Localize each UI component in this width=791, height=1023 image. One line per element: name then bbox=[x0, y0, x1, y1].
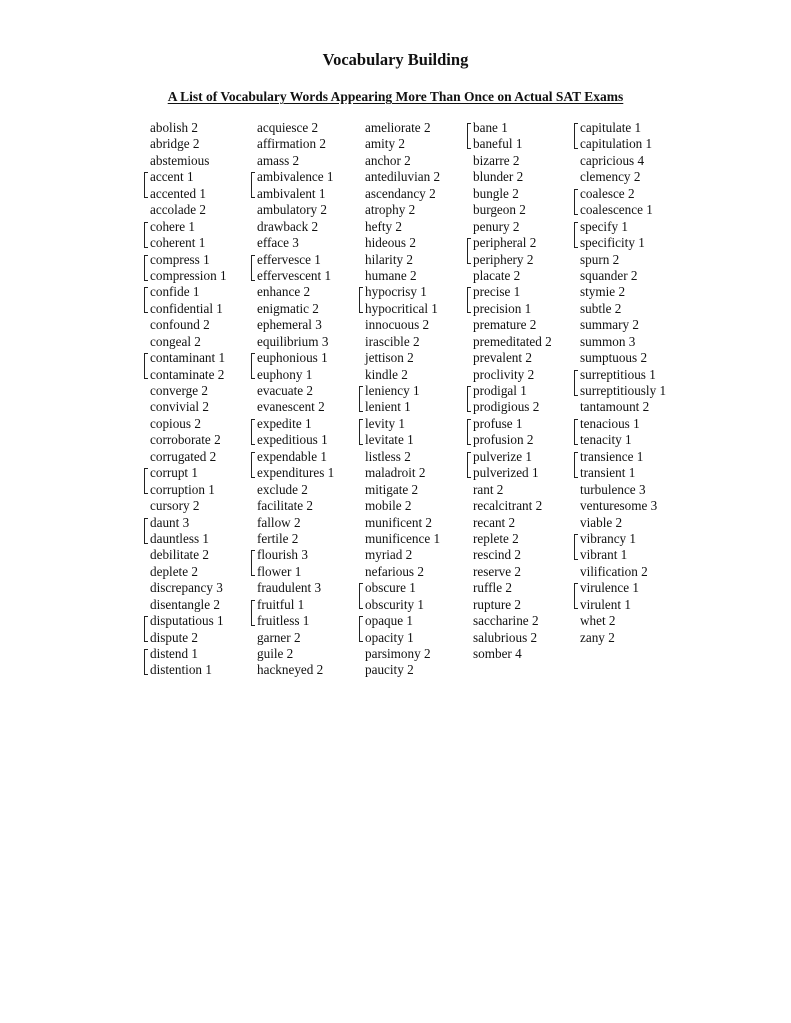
pair-bracket bbox=[574, 419, 578, 445]
vocab-word bbox=[580, 531, 666, 547]
vocab-word: capricious 4 bbox=[580, 152, 645, 168]
pair-bracket bbox=[359, 419, 363, 445]
vocab-word: guile 2 bbox=[257, 646, 294, 661]
pair-bracket bbox=[251, 419, 255, 445]
vocab-word-text: fruitful 1 bbox=[257, 596, 305, 612]
vocab-word: affirmation 2 bbox=[257, 136, 326, 152]
vocab-word: corrugated 2 bbox=[150, 448, 217, 464]
vocab-word-text: expendable 1 bbox=[257, 448, 327, 464]
vocab-word: baneful 1 bbox=[473, 136, 523, 152]
vocab-word: copious 2 bbox=[150, 415, 201, 431]
vocab-word: lenient 1 bbox=[365, 399, 411, 415]
vocab-word: burgeon 2 bbox=[473, 202, 526, 218]
vocab-word: opacity 1 bbox=[365, 629, 414, 645]
vocab-word: clemency 2 bbox=[580, 169, 641, 185]
vocab-word: premature 2 bbox=[473, 317, 537, 333]
vocab-word bbox=[150, 219, 227, 235]
vocab-word bbox=[257, 252, 334, 268]
pair-bracket bbox=[574, 452, 578, 478]
vocab-word: profusion 2 bbox=[473, 432, 534, 448]
vocab-word-text: surreptitious 1 bbox=[580, 366, 656, 382]
vocab-word: fruitless 1 bbox=[257, 613, 310, 629]
pair-bracket bbox=[574, 370, 578, 396]
vocab-word: fertile 2 bbox=[257, 530, 299, 546]
word-column-5 bbox=[580, 120, 666, 646]
vocab-word: recant 2 bbox=[473, 514, 516, 530]
vocab-word: blunder 2 bbox=[473, 169, 524, 185]
pair-bracket bbox=[359, 583, 363, 609]
vocab-word bbox=[365, 383, 440, 399]
vocab-word: enhance 2 bbox=[257, 284, 311, 300]
vocab-word-text: confide 1 bbox=[150, 284, 200, 300]
pair-bracket bbox=[144, 287, 148, 313]
vocab-word: drawback 2 bbox=[257, 218, 319, 234]
vocab-word bbox=[150, 613, 227, 629]
vocab-word: hefty 2 bbox=[365, 218, 402, 234]
vocab-word: ambulatory 2 bbox=[257, 202, 327, 218]
pair-bracket bbox=[467, 452, 471, 478]
vocab-word: coalescence 1 bbox=[580, 202, 653, 218]
vocab-word: atrophy 2 bbox=[365, 202, 416, 218]
vocab-word bbox=[150, 169, 227, 185]
vocab-word: discrepancy 3 bbox=[150, 580, 223, 596]
vocab-word: ascendancy 2 bbox=[365, 185, 436, 201]
vocab-word: rescind 2 bbox=[473, 547, 521, 563]
word-column-3 bbox=[365, 120, 440, 679]
vocab-word: efface 3 bbox=[257, 235, 299, 251]
pair-bracket bbox=[467, 287, 471, 313]
vocab-word: equilibrium 3 bbox=[257, 333, 329, 349]
pair-bracket bbox=[359, 386, 363, 412]
vocab-word: convivial 2 bbox=[150, 399, 209, 415]
vocab-word: evanescent 2 bbox=[257, 399, 325, 415]
pair-bracket bbox=[251, 550, 255, 576]
vocab-word: confound 2 bbox=[150, 317, 210, 333]
vocab-word: garner 2 bbox=[257, 629, 301, 645]
vocab-word: hackneyed 2 bbox=[257, 662, 324, 678]
vocab-word: euphony 1 bbox=[257, 366, 313, 382]
vocab-word: recalcitrant 2 bbox=[473, 498, 543, 514]
vocab-word bbox=[365, 416, 440, 432]
vocab-word bbox=[257, 547, 334, 563]
vocab-word bbox=[150, 252, 227, 268]
vocab-word: paucity 2 bbox=[365, 662, 414, 678]
vocab-word bbox=[473, 284, 552, 300]
vocab-word: maladroit 2 bbox=[365, 465, 426, 481]
page-subtitle: A List of Vocabulary Words Appearing More Than Once on Actual SAT Exams bbox=[167, 89, 624, 104]
vocab-word-text: euphonious 1 bbox=[257, 350, 328, 366]
vocab-word bbox=[473, 416, 552, 432]
vocab-word: proclivity 2 bbox=[473, 366, 535, 382]
vocab-word: rant 2 bbox=[473, 481, 504, 497]
pair-bracket bbox=[144, 255, 148, 281]
vocab-word: hilarity 2 bbox=[365, 251, 413, 267]
vocab-word: distention 1 bbox=[150, 662, 212, 678]
vocab-word: surreptitiously 1 bbox=[580, 383, 667, 398]
vocab-word: munificence 1 bbox=[365, 530, 441, 546]
vocab-word-text: specify 1 bbox=[580, 218, 628, 234]
vocab-word bbox=[150, 646, 227, 662]
pair-bracket bbox=[144, 616, 148, 642]
vocab-word: prodigious 2 bbox=[473, 399, 540, 415]
vocab-word bbox=[580, 219, 666, 235]
pair-bracket bbox=[359, 616, 363, 642]
vocab-word-text: vibrancy 1 bbox=[580, 530, 637, 546]
vocab-word: congeal 2 bbox=[150, 333, 201, 349]
vocab-word: irascible 2 bbox=[365, 333, 420, 349]
vocab-word bbox=[580, 120, 666, 136]
vocab-word: precision 1 bbox=[473, 300, 532, 316]
vocab-word: ambivalent 1 bbox=[257, 185, 326, 201]
vocab-word-text: coalesce 2 bbox=[580, 185, 635, 201]
vocab-word: acquiesce 2 bbox=[257, 120, 319, 135]
vocab-word: munificent 2 bbox=[365, 514, 433, 530]
vocab-word: squander 2 bbox=[580, 267, 638, 283]
vocab-word: flower 1 bbox=[257, 563, 302, 579]
vocab-word-text: contaminant 1 bbox=[150, 350, 226, 366]
pair-bracket bbox=[467, 419, 471, 445]
vocab-word-text: peripheral 2 bbox=[473, 235, 537, 251]
vocab-word bbox=[257, 597, 334, 613]
vocab-word-text: transience 1 bbox=[580, 448, 644, 464]
vocab-word: transient 1 bbox=[580, 465, 636, 481]
vocab-word bbox=[365, 580, 440, 596]
vocab-word-text: precise 1 bbox=[473, 284, 521, 300]
pair-bracket bbox=[144, 172, 148, 198]
vocab-word: amass 2 bbox=[257, 152, 300, 168]
vocab-word: compression 1 bbox=[150, 267, 227, 283]
vocab-word: prevalent 2 bbox=[473, 350, 532, 366]
vocab-word: venturesome 3 bbox=[580, 498, 658, 514]
pair-bracket bbox=[251, 255, 255, 281]
vocab-word: levitate 1 bbox=[365, 432, 414, 448]
vocab-word: hypocritical 1 bbox=[365, 300, 438, 316]
pair-bracket bbox=[467, 123, 471, 149]
vocab-word: corroborate 2 bbox=[150, 432, 221, 448]
vocab-word: whet 2 bbox=[580, 613, 616, 629]
vocab-word bbox=[257, 449, 334, 465]
pair-bracket bbox=[574, 189, 578, 215]
vocab-word-text: hypocrisy 1 bbox=[365, 284, 427, 300]
vocab-word: evacuate 2 bbox=[257, 383, 314, 398]
vocab-word bbox=[473, 449, 552, 465]
vocab-word: confidential 1 bbox=[150, 300, 223, 316]
vocab-word bbox=[473, 235, 552, 251]
vocab-word bbox=[580, 186, 666, 202]
vocab-word: ephemeral 3 bbox=[257, 317, 322, 333]
vocab-word: dispute 2 bbox=[150, 629, 198, 645]
vocab-word: jettison 2 bbox=[365, 350, 414, 366]
vocab-word: reserve 2 bbox=[473, 563, 521, 579]
vocab-word: pulverized 1 bbox=[473, 465, 539, 481]
vocab-word: facilitate 2 bbox=[257, 498, 314, 514]
vocab-word: turbulence 3 bbox=[580, 481, 646, 497]
vocab-word bbox=[150, 465, 227, 481]
vocab-word: zany 2 bbox=[580, 629, 615, 645]
word-column-1 bbox=[150, 120, 227, 679]
pair-bracket bbox=[574, 583, 578, 609]
vocab-word: replete 2 bbox=[473, 530, 519, 546]
vocab-word: summary 2 bbox=[580, 317, 639, 333]
pair-bracket bbox=[251, 353, 255, 379]
vocab-word bbox=[580, 449, 666, 465]
pair-bracket bbox=[144, 222, 148, 248]
vocab-word: disentangle 2 bbox=[150, 596, 220, 612]
vocab-word-text: profuse 1 bbox=[473, 415, 523, 431]
vocab-word: specificity 1 bbox=[580, 235, 645, 251]
vocab-word: bizarre 2 bbox=[473, 152, 520, 168]
vocab-word: abridge 2 bbox=[150, 136, 200, 152]
vocab-word: ruffle 2 bbox=[473, 580, 512, 596]
vocabulary-columns bbox=[0, 120, 791, 700]
vocab-word-text: daunt 3 bbox=[150, 514, 190, 530]
vocab-word: hideous 2 bbox=[365, 235, 416, 251]
vocab-word-text: compress 1 bbox=[150, 251, 210, 267]
vocab-word: accented 1 bbox=[150, 185, 207, 201]
vocab-word: accolade 2 bbox=[150, 202, 207, 218]
vocab-word: subtle 2 bbox=[580, 300, 622, 316]
vocab-word bbox=[257, 416, 334, 432]
vocab-word: salubrious 2 bbox=[473, 629, 538, 645]
vocab-word: tantamount 2 bbox=[580, 399, 650, 415]
vocab-word-text: disputatious 1 bbox=[150, 613, 224, 629]
vocab-word: contaminate 2 bbox=[150, 366, 225, 382]
vocab-word bbox=[150, 284, 227, 300]
vocab-word: enigmatic 2 bbox=[257, 300, 319, 316]
vocab-word: virulent 1 bbox=[580, 596, 631, 612]
vocab-word-text: corrupt 1 bbox=[150, 465, 198, 481]
vocab-word-text: virulence 1 bbox=[580, 580, 639, 596]
vocab-word: vilification 2 bbox=[580, 563, 648, 579]
vocab-word: viable 2 bbox=[580, 514, 623, 530]
vocab-word-text: tenacious 1 bbox=[580, 415, 640, 431]
vocab-word: effervescent 1 bbox=[257, 267, 332, 283]
vocab-word: premeditated 2 bbox=[473, 333, 552, 349]
word-column-2 bbox=[257, 120, 334, 679]
vocab-word: listless 2 bbox=[365, 448, 411, 464]
vocab-word: bungle 2 bbox=[473, 185, 519, 201]
vocab-word: obscurity 1 bbox=[365, 596, 424, 612]
vocab-word: mitigate 2 bbox=[365, 481, 419, 497]
vocab-word: tenacity 1 bbox=[580, 432, 632, 448]
vocab-word: kindle 2 bbox=[365, 366, 408, 382]
vocab-word: capitulation 1 bbox=[580, 136, 653, 152]
vocab-word-text: bane 1 bbox=[473, 120, 508, 135]
pair-bracket bbox=[251, 172, 255, 198]
vocab-word: mobile 2 bbox=[365, 498, 412, 514]
vocab-word: placate 2 bbox=[473, 267, 521, 283]
pair-bracket bbox=[574, 222, 578, 248]
vocab-word-text: leniency 1 bbox=[365, 383, 420, 398]
pair-bracket bbox=[144, 649, 148, 675]
vocab-word: spurn 2 bbox=[580, 251, 620, 267]
vocab-word bbox=[580, 367, 666, 383]
pair-bracket bbox=[251, 452, 255, 478]
vocab-word: expenditures 1 bbox=[257, 465, 335, 481]
vocab-word bbox=[365, 613, 440, 629]
pair-bracket bbox=[574, 534, 578, 560]
vocab-word-text: prodigal 1 bbox=[473, 383, 527, 398]
vocab-word: abstemious bbox=[150, 152, 210, 168]
vocab-word: humane 2 bbox=[365, 267, 417, 283]
vocab-word: dauntless 1 bbox=[150, 530, 209, 546]
vocab-word: saccharine 2 bbox=[473, 613, 539, 629]
vocab-word: myriad 2 bbox=[365, 547, 413, 563]
pair-bracket bbox=[144, 353, 148, 379]
vocab-word bbox=[473, 383, 552, 399]
word-column-4 bbox=[473, 120, 552, 662]
vocab-word: anchor 2 bbox=[365, 152, 411, 168]
vocab-word: coherent 1 bbox=[150, 235, 206, 251]
pair-bracket bbox=[359, 287, 363, 313]
vocab-word: fallow 2 bbox=[257, 514, 301, 530]
vocab-word: debilitate 2 bbox=[150, 547, 209, 563]
pair-bracket bbox=[467, 238, 471, 264]
pair-bracket bbox=[251, 600, 255, 626]
vocab-word: innocuous 2 bbox=[365, 317, 430, 333]
vocab-word bbox=[150, 515, 227, 531]
vocab-word: somber 4 bbox=[473, 646, 522, 661]
vocab-word: ameliorate 2 bbox=[365, 120, 431, 135]
vocab-word-text: capitulate 1 bbox=[580, 120, 642, 135]
vocab-word: summon 3 bbox=[580, 333, 636, 349]
vocab-word: parsimony 2 bbox=[365, 646, 431, 661]
page-title: Vocabulary Building bbox=[322, 50, 469, 69]
vocab-word: amity 2 bbox=[365, 136, 405, 152]
vocab-word: corruption 1 bbox=[150, 481, 215, 497]
vocab-word-text: ambivalence 1 bbox=[257, 169, 334, 185]
vocab-word-text: effervesce 1 bbox=[257, 251, 321, 267]
vocab-word: nefarious 2 bbox=[365, 563, 424, 579]
vocab-word: vibrant 1 bbox=[580, 547, 628, 563]
vocab-word-text: levity 1 bbox=[365, 415, 405, 431]
vocab-word: periphery 2 bbox=[473, 251, 534, 267]
vocab-word-text: pulverize 1 bbox=[473, 448, 532, 464]
vocab-word: sumptuous 2 bbox=[580, 350, 648, 366]
vocab-word: fraudulent 3 bbox=[257, 580, 322, 596]
vocab-word bbox=[257, 169, 334, 185]
vocab-word-text: cohere 1 bbox=[150, 218, 196, 234]
vocab-word: penury 2 bbox=[473, 218, 520, 234]
vocab-word: antediluvian 2 bbox=[365, 169, 441, 185]
vocab-word-text: accent 1 bbox=[150, 169, 194, 185]
vocab-word-text: flourish 3 bbox=[257, 547, 308, 563]
pair-bracket bbox=[144, 518, 148, 544]
vocab-word-text: obscure 1 bbox=[365, 580, 416, 596]
vocab-word bbox=[473, 120, 552, 136]
pair-bracket bbox=[574, 123, 578, 149]
vocab-word: stymie 2 bbox=[580, 284, 626, 300]
vocab-word bbox=[580, 416, 666, 432]
vocab-word-text: expedite 1 bbox=[257, 415, 312, 431]
vocab-word: rupture 2 bbox=[473, 596, 521, 612]
vocab-word: abolish 2 bbox=[150, 120, 198, 135]
vocab-word: deplete 2 bbox=[150, 563, 198, 579]
pair-bracket bbox=[144, 468, 148, 494]
vocab-word: cursory 2 bbox=[150, 498, 200, 514]
vocab-word: exclude 2 bbox=[257, 481, 308, 497]
vocab-word: converge 2 bbox=[150, 383, 208, 398]
vocab-word bbox=[257, 350, 334, 366]
vocab-word-text: distend 1 bbox=[150, 646, 198, 661]
vocab-word bbox=[580, 580, 666, 596]
vocab-word-text: opaque 1 bbox=[365, 613, 413, 629]
vocab-word: expeditious 1 bbox=[257, 432, 328, 448]
vocab-word bbox=[150, 350, 227, 366]
pair-bracket bbox=[467, 386, 471, 412]
vocab-word bbox=[365, 284, 440, 300]
